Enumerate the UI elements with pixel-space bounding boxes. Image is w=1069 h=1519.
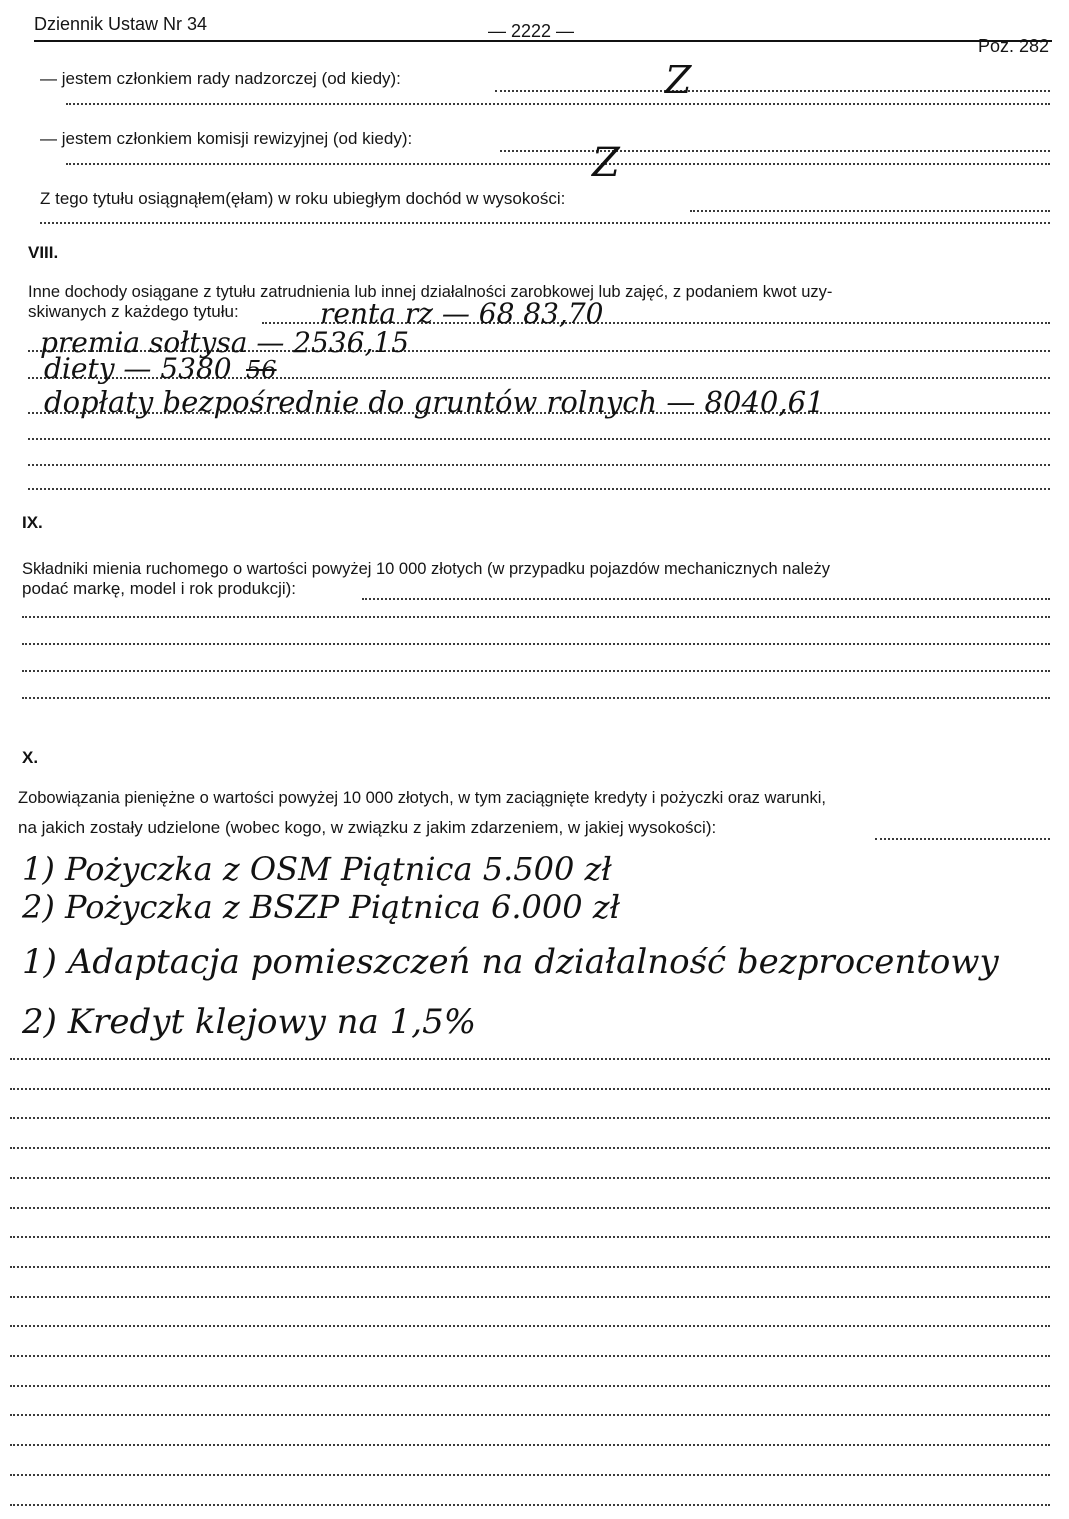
handwritten-entry: 1) Pożyczka z OSM Piątnica 5.500 zł xyxy=(22,850,612,888)
section-x-heading: X. xyxy=(22,748,39,767)
dotted-line xyxy=(22,697,1050,699)
dotted-line xyxy=(10,1474,1050,1476)
dotted-line xyxy=(10,1296,1050,1298)
struck-out-value: 56 xyxy=(246,356,277,384)
handwritten-entry: 2) Kredyt klejowy na 1,5% xyxy=(22,1002,477,1042)
dotted-line xyxy=(875,838,1050,840)
dotted-line xyxy=(10,1385,1050,1387)
section-viii-description-cont: skiwanych z każdego tytułu: xyxy=(28,302,239,321)
handwritten-entry-group xyxy=(44,352,277,385)
dotted-line xyxy=(10,1147,1050,1149)
dotted-line xyxy=(10,1236,1050,1238)
audit-committee-answer-line xyxy=(500,150,1050,152)
journal-title: Dziennik Ustaw Nr 34 xyxy=(34,14,208,34)
audit-committee-answer: Z xyxy=(592,140,620,186)
section-ix-description: Składniki mienia ruchomego o wartości powyżej 10 000 złotych (w przypadku pojazdów mechanicznych należy xyxy=(22,560,830,578)
handwritten-entry: renta rz — 68 83,70 xyxy=(320,297,604,330)
dotted-line xyxy=(10,1058,1050,1060)
supervisory-board-answer: Z xyxy=(665,58,692,102)
dotted-line xyxy=(10,1325,1050,1327)
dotted-line xyxy=(66,103,1050,105)
handwritten-entry: diety — 5380 xyxy=(44,352,232,385)
dotted-line xyxy=(66,163,1050,165)
dotted-line xyxy=(10,1504,1050,1506)
dotted-line xyxy=(10,1444,1050,1446)
supervisory-board-answer-line xyxy=(495,90,1050,92)
dotted-line xyxy=(362,598,1050,600)
income-label: Z tego tytułu osiągnąłem(ęłam) w roku ubiegłym dochód w wysokości: xyxy=(40,189,566,208)
dotted-line xyxy=(10,1117,1050,1119)
section-x-description: Zobowiązania pieniężne o wartości powyżej 10 000 złotych, w tym zaciągnięte kredyty i pożyczki oraz warunki, xyxy=(18,789,826,807)
handwritten-entry: 1) Adaptacja pomieszczeń na działalność bezprocentowy xyxy=(22,942,999,982)
dotted-line xyxy=(10,1414,1050,1416)
dotted-line xyxy=(28,488,1050,490)
section-viii-heading: VIII. xyxy=(28,243,59,262)
dotted-line xyxy=(22,616,1050,618)
audit-committee-label: — jestem członkiem komisji rewizyjnej (od kiedy): xyxy=(40,129,413,148)
section-viii-description: Inne dochody osiągane z tytułu zatrudnienia lub innej działalności zarobkowej lub zajęć, z podaniem kwot uzy- xyxy=(28,283,833,301)
handwritten-entry: premia sołtysa — 2536,15 xyxy=(40,326,410,359)
section-ix-description-cont: podać markę, model i rok produkcji): xyxy=(22,579,297,598)
handwritten-entry: dopłaty bezpośrednie do gruntów rolnych — 8040,61 xyxy=(44,385,825,419)
dotted-line xyxy=(10,1355,1050,1357)
section-ix-heading: IX. xyxy=(22,513,43,532)
dotted-line xyxy=(22,643,1050,645)
income-answer-line xyxy=(690,210,1050,212)
section-x-description-cont: na jakich zostały udzielone (wobec kogo, w związku z jakim zdarzeniem, w jakiej wysokości): xyxy=(18,818,717,837)
header-rule xyxy=(34,40,1052,42)
dotted-line xyxy=(40,222,1050,224)
dotted-line xyxy=(10,1088,1050,1090)
dotted-line xyxy=(10,1207,1050,1209)
dotted-line xyxy=(28,438,1050,440)
handwritten-entry: 2) Pożyczka z BSZP Piątnica 6.000 zł xyxy=(22,888,621,926)
dotted-line xyxy=(22,670,1050,672)
dotted-line xyxy=(10,1177,1050,1179)
dotted-line xyxy=(10,1266,1050,1268)
dotted-line xyxy=(28,464,1050,466)
page-number: — 2222 — xyxy=(488,21,575,41)
position-number: Poz. 282 xyxy=(978,36,1050,56)
supervisory-board-label: — jestem członkiem rady nadzorczej (od kiedy): xyxy=(40,69,401,88)
